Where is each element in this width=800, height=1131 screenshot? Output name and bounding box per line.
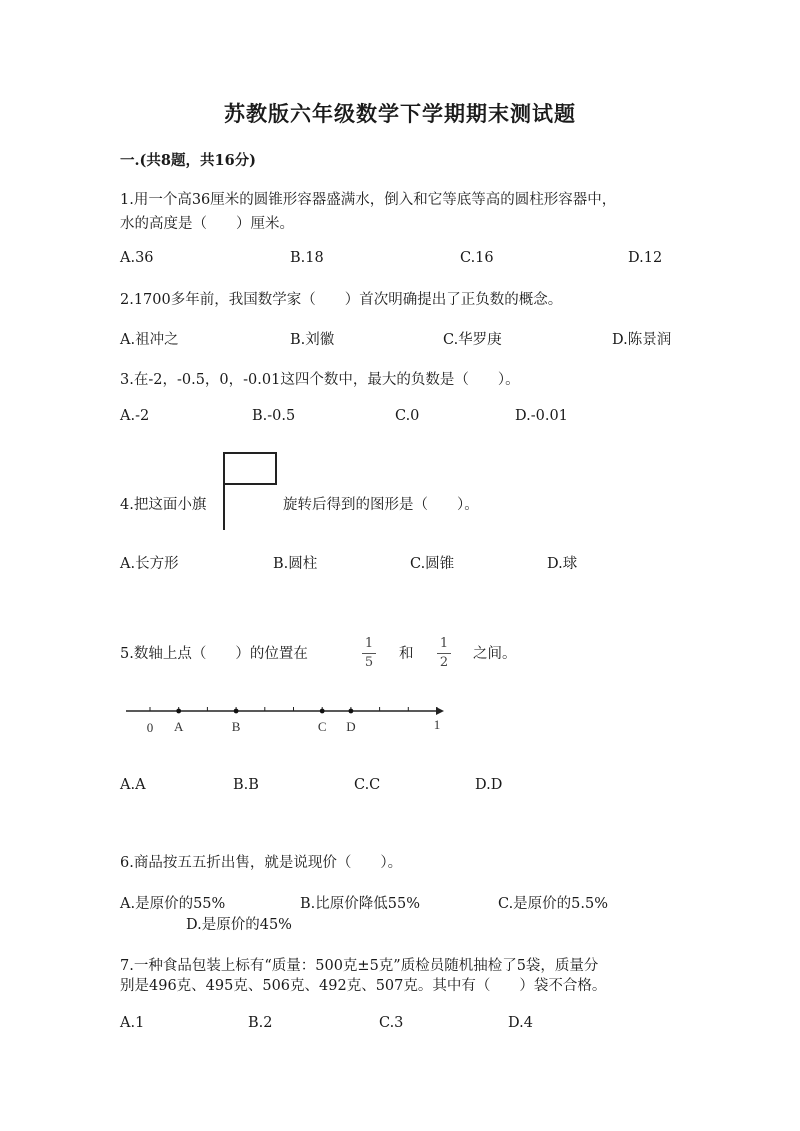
number-line-point-a (176, 709, 181, 714)
question-4-option-a: A.长方形 (120, 556, 179, 572)
question-7-option-d: D.4 (508, 1015, 533, 1031)
question-3-option-d: D.-0.01 (515, 408, 568, 424)
question-7-option-a: A.1 (120, 1015, 145, 1031)
question-1-line-2: 水的高度是（ ）厘米。 (120, 216, 294, 232)
question-1-option-b: B.18 (290, 250, 324, 266)
question-5-option-b: B.B (233, 777, 259, 793)
question-6-text: 6.商品按五五折出售，就是说现价（ ）。 (120, 855, 403, 871)
question-3-option-a: A.-2 (120, 408, 150, 424)
fraction-one-fifth-denominator: 5 (364, 655, 374, 670)
question-4-option-d: D.球 (547, 556, 578, 572)
fraction-one-half-denominator: 2 (439, 655, 449, 670)
question-6-option-d: D.是原价的45% (186, 917, 292, 933)
question-5-text-before: 5.数轴上点（ ）的位置在 (120, 646, 308, 662)
question-4-option-c: C.圆锥 (410, 556, 455, 572)
question-5-option-a: A.A (120, 777, 146, 793)
question-2-option-c: C.华罗庚 (443, 332, 502, 348)
number-line-start-label: 0 (146, 720, 154, 735)
question-2-option-d: D.陈景润 (612, 332, 672, 348)
question-6-option-b: B.比原价降低55% (300, 896, 420, 912)
question-3-option-b: B.-0.5 (252, 408, 296, 424)
question-7-line-2: 别是496克、495克、506克、492克、507克。其中有（ ）袋不合格。 (120, 978, 607, 994)
question-1-option-a: A.36 (120, 250, 154, 266)
question-7-option-b: B.2 (248, 1015, 273, 1031)
number-line-point-c (320, 709, 325, 714)
question-5-text-mid: 和 (399, 646, 414, 662)
section-heading: 一.(共8题，共16分) (120, 152, 257, 169)
page-title: 苏教版六年级数学下学期期末测试题 (224, 101, 576, 126)
question-1-line-1: 1.用一个高36厘米的圆锥形容器盛满水，倒入和它等底等高的圆柱形容器中， (120, 192, 617, 208)
number-line-end-label: 1 (433, 717, 441, 732)
fraction-one-fifth-numerator: 1 (364, 636, 374, 651)
question-7-line-1: 7.一种食品包装上标有“质量：500克±5克”质检员随机抽检了5袋，质量分 (120, 958, 599, 974)
question-5-text-after: 之间。 (473, 646, 517, 662)
number-line-point-d (349, 709, 354, 714)
fraction-one-half-numerator: 1 (439, 636, 449, 651)
number-line (110, 690, 460, 740)
number-line-label-d: D (346, 719, 356, 734)
fraction-one-half (435, 636, 453, 671)
question-1-option-c: C.16 (460, 250, 494, 266)
question-1-option-d: D.12 (628, 250, 663, 266)
number-line-label-c: C (317, 719, 327, 734)
question-2-option-a: A.祖冲之 (120, 332, 179, 348)
number-line-label-b: B (231, 719, 241, 734)
question-4-text-before: 4.把这面小旗 (120, 497, 207, 513)
question-2-option-b: B.刘徽 (290, 332, 335, 348)
question-3-text: 3.在-2，-0.5，0，-0.01这四个数中，最大的负数是（ ）。 (120, 372, 520, 388)
number-line-label-a: A (174, 719, 184, 734)
question-6-option-a: A.是原价的55% (120, 896, 226, 912)
number-line-point-b (234, 709, 239, 714)
question-4-option-b: B.圆柱 (273, 556, 318, 572)
question-7-option-c: C.3 (379, 1015, 404, 1031)
question-3-option-c: C.0 (395, 408, 420, 424)
question-6-option-c: C.是原价的5.5% (498, 896, 609, 912)
flag-figure (223, 452, 277, 485)
question-5-option-d: D.D (475, 777, 503, 793)
question-4-text-after: 旋转后得到的图形是（ ）。 (283, 497, 479, 513)
question-5-option-c: C.C (354, 777, 381, 793)
question-2-text: 2.1700多年前，我国数学家（ ）首次明确提出了正负数的概念。 (120, 292, 563, 308)
fraction-one-fifth (360, 636, 378, 671)
